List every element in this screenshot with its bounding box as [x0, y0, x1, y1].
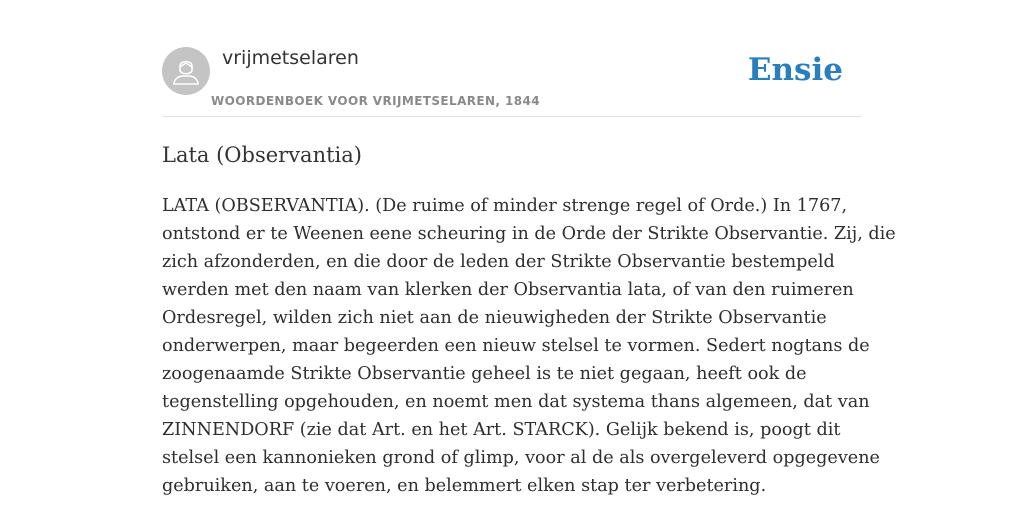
avatar[interactable]	[162, 47, 210, 95]
body-line: Ordesregel, wilden zich niet aan de nieuwigheden der Strikte Observantie	[162, 308, 827, 328]
body-line: stelsel een kannonieken grond of glimp, voor al de als overgeleverd opgegevene	[162, 448, 880, 468]
body-line: gebruiken, aan te voeren, en belemmert elken stap ter verbetering.	[162, 476, 767, 496]
site-logo[interactable]: Ensie	[747, 52, 843, 88]
header	[162, 46, 862, 117]
body-line: LATA (OBSERVANTIA). (De ruime of minder strenge regel of Orde.) In 1767,	[162, 196, 848, 216]
body-line: zoogenaamde Strikte Observantie geheel is te niet gegaan, heeft ook de	[162, 364, 807, 384]
body-line: ZINNENDORF (zie dat Art. en het Art. STARCK). Gelijk bekend is, poogt dit	[162, 420, 841, 440]
body-line: werden met den naam van klerken der Observantia lata, of van den ruimeren	[162, 280, 854, 300]
article-body	[162, 192, 896, 500]
body-line: zich afzonderden, en die door de leden der Strikte Observantie bestempeld	[162, 252, 835, 272]
source-label[interactable]: WOORDENBOEK VOOR VRIJMETSELAREN, 1844	[211, 94, 540, 108]
author-name[interactable]: vrijmetselaren	[222, 47, 359, 69]
body-line: ontstond er te Weenen eene scheuring in de Orde der Strikte Observantie. Zij, die	[162, 224, 896, 244]
body-line: onderwerpen, maar begeerden een nieuw stelsel te vormen. Sedert nogtans de	[162, 336, 870, 356]
user-avatar-icon	[162, 47, 210, 95]
body-line: tegenstelling opgehouden, en noemt men dat systema thans algemeen, dat van	[162, 392, 870, 412]
article-title: Lata (Observantia)	[162, 143, 362, 167]
